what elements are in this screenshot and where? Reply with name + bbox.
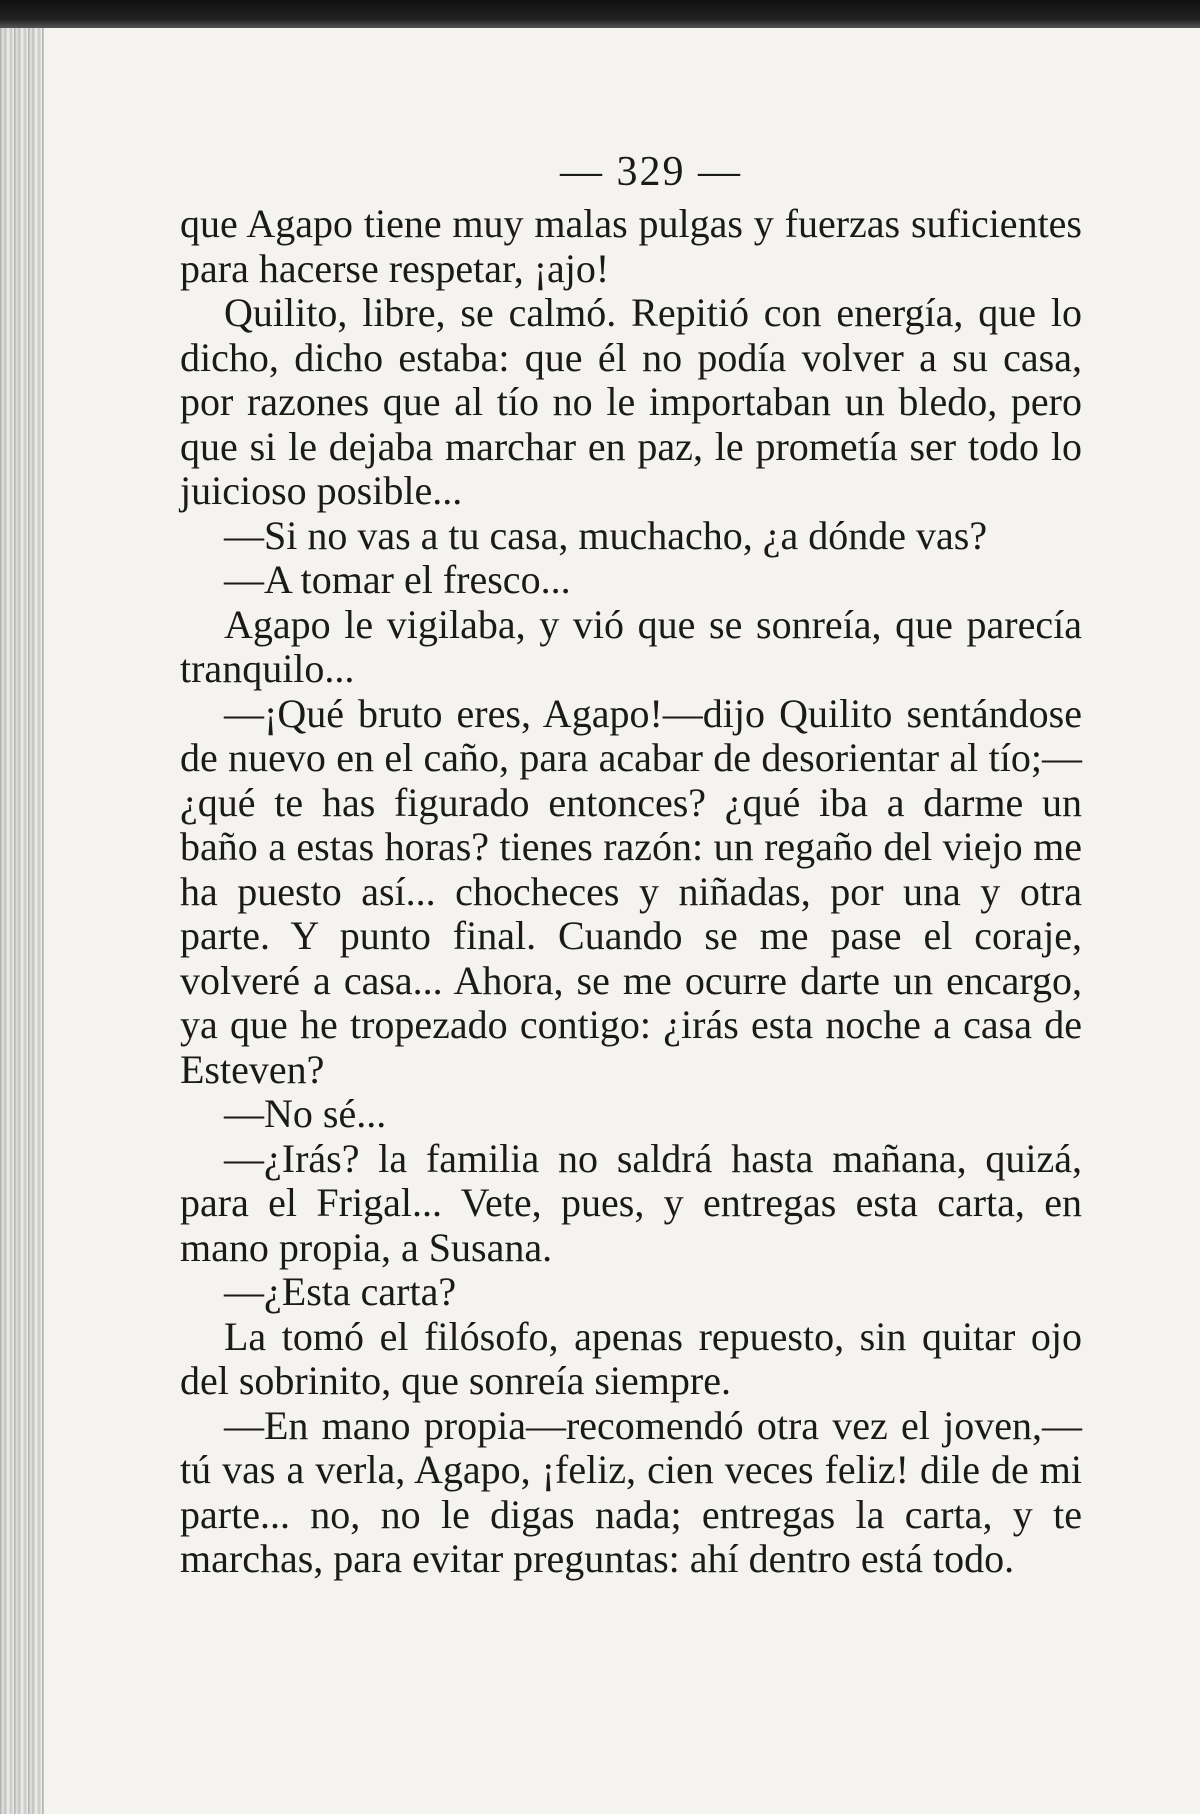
page-body-text: [180, 202, 1082, 1582]
paragraph: Quilito, libre, se calmó. Repitió con energía, que lo dicho, dicho estaba: que él no podía volver a su casa, por razones que al tío no le importaban un bledo, pero que si le dejaba marchar en paz, le prometía ser todo lo juicioso posible...: [180, 290, 1082, 513]
scan-binding-gutter: [0, 28, 44, 1814]
scan-top-edge: [0, 0, 1200, 28]
paragraph: —Si no vas a tu casa, muchacho, ¿a dónde vas?: [224, 512, 988, 558]
paragraph: que Agapo tiene muy malas pulgas y fuerzas suficientes para hacerse respetar, ¡ajo!: [180, 201, 1082, 291]
paragraph: —En mano propia—recomendó otra vez el joven,—tú vas a verla, Agapo, ¡feliz, cien veces feliz! dile de mi parte... no, no le digas nada; entregas la carta, y te marchas, para evitar preguntas: ahí dentro está todo.: [180, 1402, 1082, 1581]
paragraph: —¿Irás? la familia no saldrá hasta mañana, quizá, para el Frigal... Vete, pues, y entregas esta carta, en mano propia, a Susana.: [180, 1135, 1082, 1270]
paragraph: —¡Qué bruto eres, Agapo!—dijo Quilito sentándose de nuevo en el caño, para acabar de desorientar al tío;—¿qué te has figurado entonces? ¿qué iba a darme un baño a estas horas? tienes razón: un regaño del viejo me ha puesto así... chocheces y niñadas, por una y otra parte. Y punto final. Cuando se me pase el coraje, volveré a casa... Ahora, se me ocurre darte un encargo, ya que he tropezado contigo: ¿irás esta noche a casa de Esteven?: [180, 690, 1082, 1092]
book-page: [180, 148, 1082, 1582]
paragraph: —No sé...: [224, 1091, 387, 1136]
paragraph: La tomó el filósofo, apenas repuesto, sin quitar ojo del sobrinito, que sonreía siempre.: [180, 1313, 1082, 1403]
paragraph: Agapo le vigilaba, y vió que se sonreía, que parecía tranquilo...: [180, 601, 1082, 691]
paragraph: —¿Esta carta?: [224, 1269, 457, 1314]
paragraph: —A tomar el fresco...: [224, 557, 571, 602]
page-number: — 329 —: [560, 149, 742, 195]
